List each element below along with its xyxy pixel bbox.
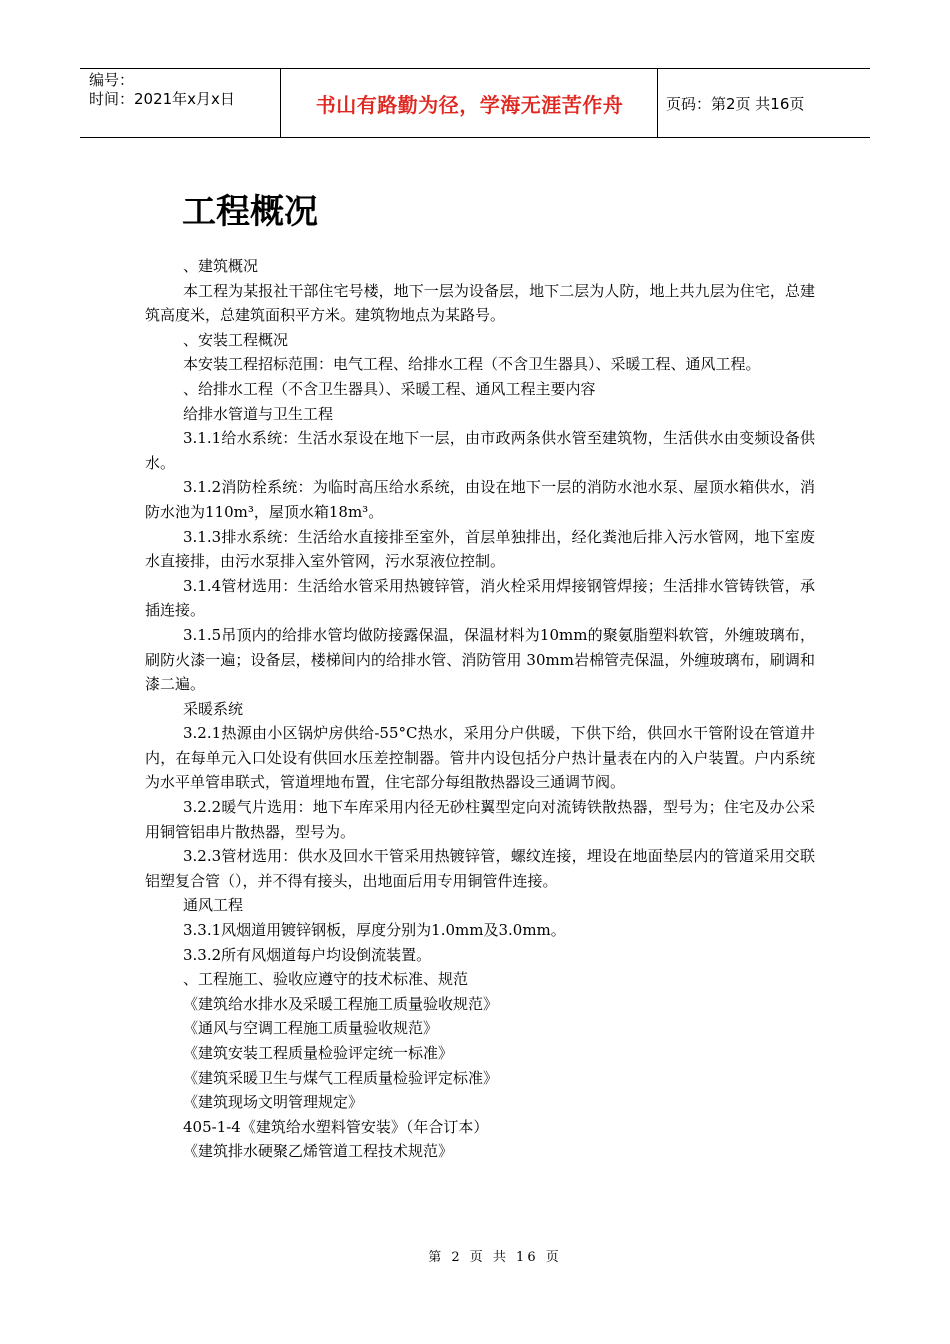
paragraph: 3.1.4管材选用：生活给水管采用热镀锌管，消火栓采用焊接钢管焊接；生活排水管铸铁管，承插连接。: [145, 576, 815, 620]
header-motto: 书山有路勤为径，学海无涯苦作舟: [315, 92, 624, 117]
paragraph: 本安装工程招标范围：电气工程、给排水工程（不含卫生器具）、采暖工程、通风工程。: [183, 355, 761, 374]
subsection-heading: 通风工程: [183, 896, 244, 915]
paragraph: 3.3.2所有风烟道每户均设倒流装置。: [183, 945, 432, 964]
paragraph: 3.2.2暖气片选用：地下车库采用内径无砂柱翼型定向对流铸铁散热器，型号为；住宅及办公采用铜管铝串片散热器，型号为。: [145, 798, 815, 841]
document-date-label: 时间：2021年x月x日: [89, 90, 235, 108]
paragraph: 3.2.3管材选用：供水及回水干管采用热镀锌管，螺纹连接，埋设在地面垫层内的管道采用交联铝塑复合管（），并不得有接头，出地面后用专用铜管件连接。: [145, 847, 815, 890]
section-heading: 、工程施工、验收应遵守的技术标准、规范: [183, 970, 469, 989]
paragraph: 3.1.5吊顶内的给排水管均做防接露保温，保温材料为10mm的聚氨脂塑料软管，外缠玻璃布，刷防火漆一遍；设备层，楼梯间内的给排水管、消防管用 30mm岩棉管壳保温，外缠玻璃布，刷调和漆二遍。: [145, 625, 815, 694]
paragraph: 3.3.1风烟道用镀锌钢板，厚度分别为1.0mm及3.0mm。: [183, 921, 566, 940]
footer-page-number: 第 2 页 共 16 页: [428, 1250, 562, 1265]
subsection-heading: 给排水管道与卫生工程: [183, 404, 334, 423]
standard-item: 《建筑给水排水及采暖工程施工质量验收规范》: [183, 994, 499, 1013]
header-page-label: 页码：第2页 共16页: [666, 94, 805, 113]
page-footer: [0, 1246, 950, 1265]
header-meta: [80, 69, 281, 137]
header-motto-cell: [282, 69, 658, 137]
section-heading: 、安装工程概况: [183, 330, 289, 349]
standard-item: 《通风与空调工程施工质量验收规范》: [183, 1019, 439, 1038]
document-number-label: 编号：: [89, 71, 135, 89]
subsection-heading: 采暖系统: [183, 699, 244, 718]
document-title: 工程概况: [182, 192, 318, 232]
paragraph: 3.2.1热源由小区锅炉房供给-55°C热水，采用分户供暖，下供下给，供回水干管附设在管道井内，在每单元入口处设有供回水压差控制器。管井内设包括分户热计量表在内的入户装置。户内系统为水平单管串联式，管道埋地布置，住宅部分每组散热器设三通调节阀。: [145, 724, 815, 792]
standard-item: 《建筑现场文明管理规定》: [183, 1093, 364, 1112]
section-heading: 、建筑概况: [183, 257, 259, 275]
paragraph: 3.1.3排水系统：生活给水直接排至室外，首层单独排出，经化粪池后排入污水管网，地下室废水直接排，由污水泵排入室外管网，污水泵液位控制。: [145, 527, 815, 571]
paragraph: 3.1.2消防栓系统：为临时高压给水系统，由设在地下一层的消防水池水泵、屋顶水箱供水，消防水池为110m³，屋顶水箱18m³。: [145, 478, 815, 521]
page-header: [80, 68, 870, 138]
paragraph: 本工程为某报社干部住宅号楼，地下一层为设备层，地下二层为人防，地上共九层为住宅，总建筑高度米，总建筑面积平方米。建筑物地点为某路号。: [145, 281, 815, 325]
section-heading: 、给排水工程（不含卫生器具）、采暖工程、通风工程主要内容: [183, 379, 596, 398]
paragraph: 3.1.1给水系统：生活水泵设在地下一层，由市政两条供水管至建筑物，生活供水由变频设备供水。: [145, 429, 815, 472]
standard-item: 405-1-4《建筑给水塑料管安装》（年合订本）: [183, 1117, 489, 1136]
header-page-info: [658, 69, 870, 137]
standard-item: 《建筑安装工程质量检验评定统一标准》: [183, 1044, 454, 1062]
document-body: [145, 254, 815, 1164]
standard-item: 《建筑采暖卫生与煤气工程质量检验评定标准》: [183, 1068, 499, 1087]
standard-item: 《建筑排水硬聚乙烯管道工程技术规范》: [183, 1142, 454, 1161]
